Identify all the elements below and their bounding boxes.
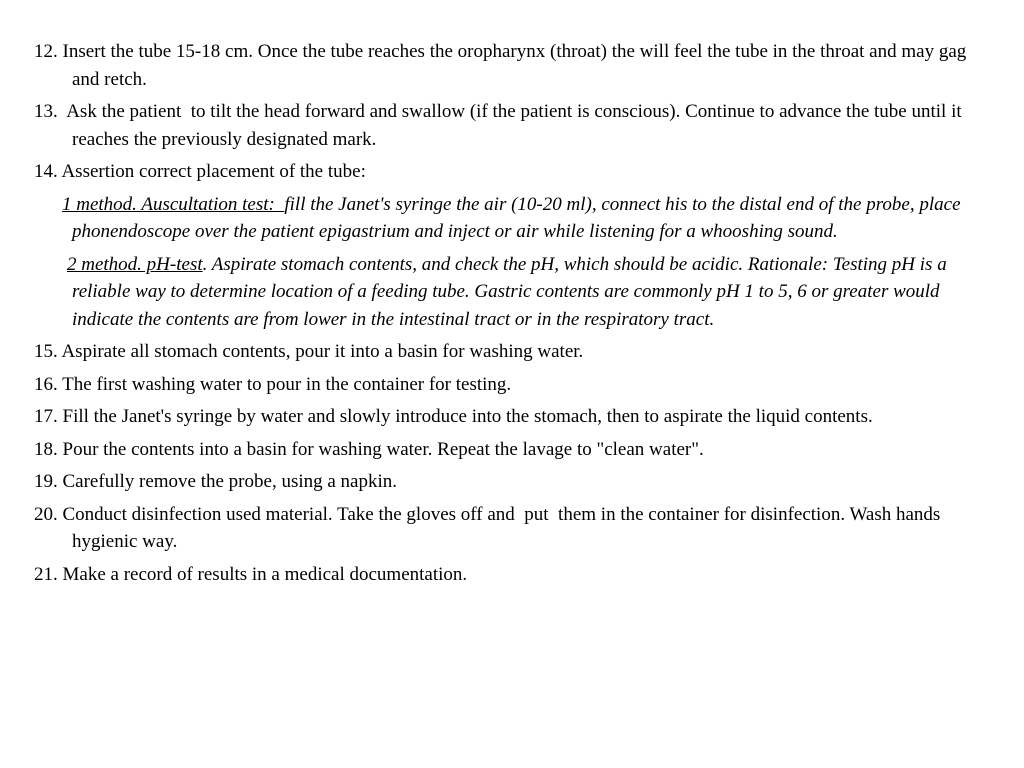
step-20: 20. Conduct disinfection used material. Take the gloves off and put them in the container for disinfection. Wash hands hygienic way. [34, 503, 946, 552]
method-1-text: fill the Janet's syringe the air (10-20 ml), connect his to the distal end of the probe, place phonendoscope over the patient epigastrium and inject or air while listening for a whooshing sound. [72, 193, 966, 242]
slide-content [34, 38, 974, 593]
step-16: 16. The first washing water to pour in the container for testing. [34, 373, 512, 395]
step-13: 13. Ask the patient to tilt the head forward and swallow (if the patient is conscious). Continue to advance the tube until it reaches the previously designated mark. [34, 101, 967, 150]
method-1-label: 1 method. Auscultation test: [62, 193, 285, 215]
step-21: 21. Make a record of results in a medical documentation. [34, 563, 468, 585]
step-12: 12. Insert the tube 15-18 cm. Once the tube reaches the oropharynx (throat) the will feel the tube in the throat and may gag and retch. [34, 41, 972, 90]
step-17: 17. Fill the Janet's syringe by water and slowly introduce into the stomach, then to aspirate the liquid contents. [34, 406, 873, 427]
method-1 [34, 191, 974, 246]
step-19: 19. Carefully remove the probe, using a napkin. [34, 471, 398, 492]
method-2-text: . Aspirate stomach contents, and check the pH, which should be acidic. Rationale: Testing pH is a reliable way to determine location of a feeding tube. Gastric contents are commonly pH 1 to 5, 6 or greater would indicate the contents are from lower in the intestinal tract or in the respiratory tract. [72, 253, 952, 330]
step-18: 18. Pour the contents into a basin for washing water. Repeat the lavage to "clean water". [34, 438, 704, 460]
step-15: 15. Aspirate all stomach contents, pour it into a basin for washing water. [34, 341, 584, 362]
method-2 [34, 251, 974, 334]
step-14: 14. Assertion correct placement of the tube: [34, 161, 366, 182]
method-2-label: 2 method. pH-test [67, 253, 203, 275]
